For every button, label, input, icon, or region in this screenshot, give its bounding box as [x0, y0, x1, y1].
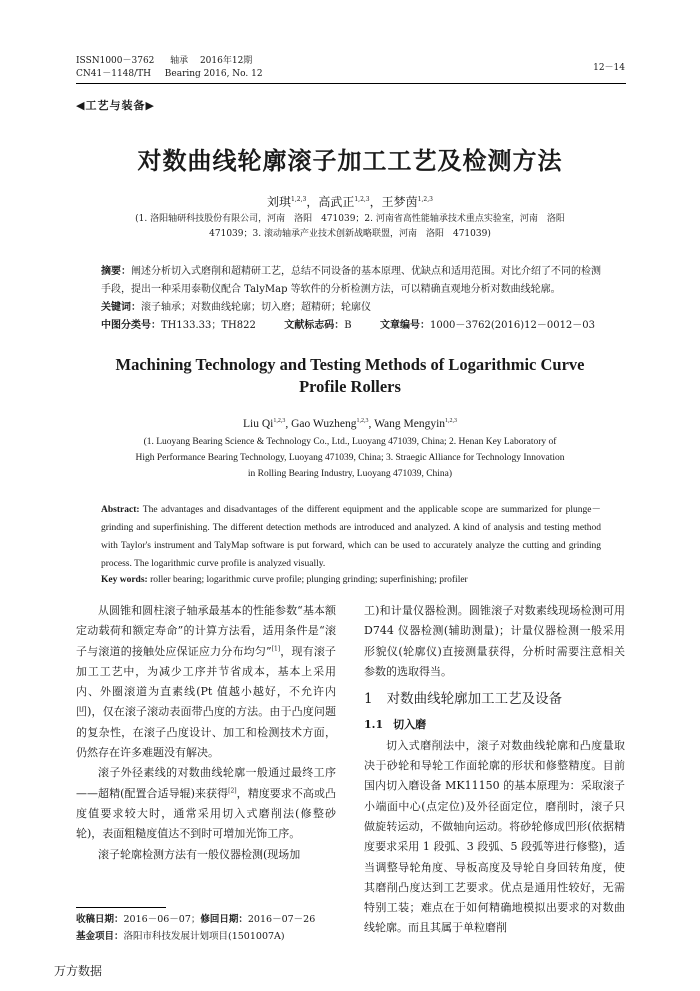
header-cn-line: [76, 68, 263, 80]
affiliation-cn: (1. 洛阳轴研科技股份有限公司，河南 洛阳 471039；2. 河南省高性能轴承技术重点实验室，河南 洛阳 471039；3. 滚动轴承产业技术创新战略联盟，河南 洛阳 471039): [135, 214, 565, 239]
subsection-heading-1-1: 1.1 切入磨: [364, 718, 427, 732]
paragraph: 滚子外径素线的对数曲线轮廓一般通过最终工序——超精(配置合适导辊)来获得[2]，精度要求不高或凸度值要求较大时，通常采用切入式磨削法(修整砂轮)，表面粗糙度值达不到时可增加光饰工序。: [76, 766, 336, 841]
column-label: ◀工艺与装备▶: [76, 99, 155, 112]
affiliation-en: (1. Luoyang Bearing Science & Technology Co., Ltd., Luoyang 471039, China; 2. Henan Key Laboratory of High Performance Bearing Technology, Luoyang 471039, China; 3. Straegic Alliance for Technology Innovation in Rolling Bearing Industry, Luoyang 471039, China): [135, 437, 565, 479]
issn: ISSN1000－3762: [76, 56, 155, 66]
journal-en: Bearing 2016, No. 12: [164, 69, 263, 79]
body-right-column: [364, 601, 625, 939]
cn-code: CN41－1148/TH: [76, 69, 152, 79]
header-issn-line: [76, 55, 252, 67]
paragraph: 切入式磨削法中，滚子对数曲线轮廓和凸度量取决于砂轮和导轮工作面轮廓的形状和修整精度。目前国内切入磨设备 MK11150 的基本原理为：采取滚子小端面中心(点定位)及外径面定位，磨削时，滚子只做旋转运动，不做轴向运动。将砂轮修成凹形(依据精度要求采用 1 段弧、3 段弧、5 段弧等进行修整)，适当调整导轮角度、导板高度及导轮自身回转角度，使其磨削凸度达到工艺要求。优点是通用性较好，无需特别工装；难点在于如何精确地模拟出要求的对数曲线轮廓。而且其属于单粒磨削: [364, 738, 625, 935]
section-heading-1: 1 对数曲线轮廓加工工艺及设备: [364, 691, 563, 708]
keywords-cn: 关键词：滚子轴承；对数曲线轮廓；切入磨；超精研；轮廓仪: [101, 302, 371, 313]
page-range: 12－14: [593, 63, 625, 73]
body-left-column: [76, 601, 336, 865]
abstract-cn: 摘要：阐述分析切入式磨削和超精研工艺，总结不同设备的基本原理、优缺点和适用范围。对比介绍了不同的检测手段，提出一种采用泰勒仪配合 TalyMap 等软件的分析检测方法，可以精确直观地分析对数曲线轮廓。: [101, 266, 601, 295]
journal-cn: 轴承: [170, 56, 189, 66]
watermark: 万方数据: [54, 964, 103, 978]
header-rule: [76, 83, 626, 84]
date-cn: 2016年12期: [199, 56, 253, 66]
authors-en: Liu Qi$^{1,2,3}$, Gao Wuzheng$^{1,2,3}$, Wang Mengyin$^{1,2,3}$: [242, 418, 458, 430]
page-title-cn: 对数曲线轮廓滚子加工工艺及检测方法: [137, 146, 563, 175]
footnote-rule: [76, 907, 166, 908]
paragraph: 从圆锥和圆柱滚子轴承最基本的性能参数“基本额定动载荷和额定寿命”的计算方法看，适用条件是“滚子与滚道的接触处应保证应力分布均匀”[1]，现有滚子加工工艺中，为减少工序并节省成本，基本上采用内、外圈滚道为直素线(Pt 值越小越好，不允许内凹)，仅在滚子滚动表面带凸度的方法。由于凸度问题的复杂性，在滚子凸度设计、加工和检测技术方面，仍然存在许多难题没有解决。: [76, 604, 337, 760]
page-title-en: Machining Technology and Testing Methods of Logarithmic Curve Profile Rollers: [115, 355, 585, 396]
authors-cn: 刘琪$^{1,2,3}$，高武正$^{1,2,3}$，王梦茵$^{1,2,3}$: [267, 195, 433, 209]
paragraph: 滚子轮廓检测方法有一般仪器检测(现场加: [98, 847, 301, 861]
paragraph: 工)和计量仪器检测。圆锥滚子对数素线现场检测可用 D744 仪器检测(辅助测量)；计量仪器检测一般采用形貌仪(轮廓仪)直接测量获得，分析时需要注意相关参数的选取得当。: [364, 604, 625, 678]
abstract-en: Abstract: The advantages and disadvantages of the different equipment and the applicable scope are summarized for plunge－grinding and superfinishing. The different detection methods are introduced and analyzed. A kind of analysis and testing method with Taylor's instrument and TalyMap software is put forward, which can be used to accurately analyze the cutting and grinding process. The logarithmic curve profile is analyzed visually.: [101, 505, 601, 569]
footnote: 收稿日期：2016－06－07；修回日期：2016－07－26 基金项目：洛阳市科技发展计划项目(1501007A): [76, 914, 316, 942]
classification-line: 中图分类号：TH133.33；TH822 文献标志码：B 文章编号：1000－3762(2016)12－0012－03: [101, 320, 596, 331]
keywords-en: Key words: roller bearing; logarithmic curve profile; plunging grinding; superfinishing; profiler: [101, 575, 468, 585]
